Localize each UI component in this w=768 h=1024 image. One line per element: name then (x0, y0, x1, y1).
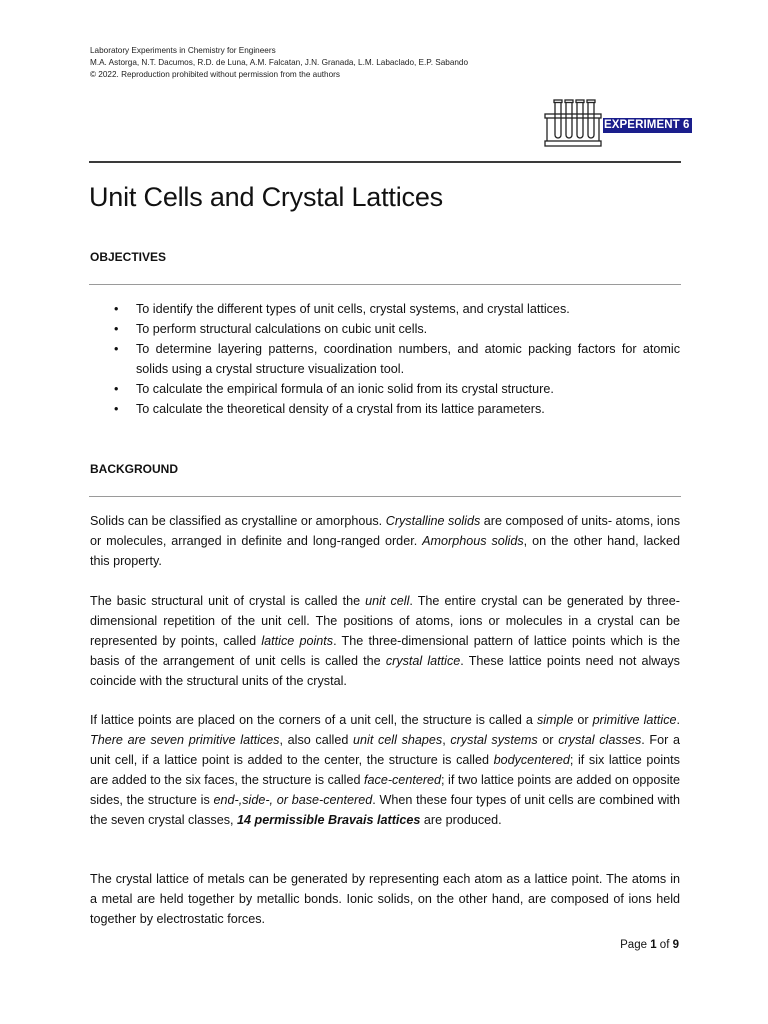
text-run-italic: There are seven primitive lattices (90, 733, 280, 747)
header-book-title: Laboratory Experiments in Chemistry for Engineers (90, 46, 276, 55)
text-run-italic: Amorphous solids (422, 534, 524, 548)
background-paragraph-1 (90, 511, 680, 571)
list-item: • To calculate the empirical formula of an ionic solid from its crystal structure. (90, 379, 680, 399)
test-tube-rack-icon (544, 97, 602, 151)
text-run-bold-italic: 14 permissible Bravais lattices (237, 813, 421, 827)
list-item: • To identify the different types of unit cells, crystal systems, and crystal lattices. (90, 299, 680, 319)
text-run: . (676, 713, 680, 727)
header-divider (89, 161, 681, 163)
document-header (90, 45, 468, 81)
text-run-italic: Crystalline solids (385, 514, 481, 528)
of-label: of (656, 939, 673, 951)
text-run: . When these four types of unit cells are combined with the seven crystal classes, (90, 793, 680, 827)
text-run-italic: end-,side-, or base-centered (213, 793, 373, 807)
text-run: . The three-dimensional pattern of lattice points which is the basis of the arrangement of unit cells is called the (90, 634, 680, 668)
text-run: Solids can be classified as crystalline or amorphous. (90, 514, 386, 528)
text-run: . The entire crystal can be generated by three-dimensional repetition of the unit cell. The positions of atoms, ions or molecules in a crystal can be represented by points, called (90, 594, 680, 648)
list-item: • To calculate the theoretical density of a crystal from its lattice parameters. (90, 399, 680, 419)
current-page: 1 (650, 939, 657, 951)
text-run: ; if six lattice points are added to the six faces, the structure is called (90, 753, 680, 787)
text-run-italic: unit cell (365, 594, 410, 608)
experiment-badge: EXPERIMENT 6 (604, 119, 690, 131)
background-paragraph-2 (90, 591, 680, 691)
text-run-italic: simple (536, 713, 574, 727)
text-run: If lattice points are placed on the corners of a unit cell, the structure is called a (90, 713, 537, 727)
list-item: • To determine layering patterns, coordination numbers, and atomic packing factors for atomic solids using a crystal structure visualization tool. (90, 339, 680, 379)
list-item: • To perform structural calculations on cubic unit cells. (90, 319, 680, 339)
page-label: Page (620, 939, 651, 951)
background-paragraph-3 (90, 710, 680, 830)
text-run-italic: face-centered (364, 773, 442, 787)
objectives-divider (89, 284, 681, 285)
header-copyright: © 2022. Reproduction prohibited without permission from the authors (90, 70, 340, 79)
text-run: or (573, 713, 593, 727)
text-run: or (537, 733, 559, 747)
text-run: , (442, 733, 451, 747)
text-run-italic: unit cell shapes (353, 733, 443, 747)
text-run-italic: lattice points (261, 634, 334, 648)
text-run-italic: bodycentered (493, 753, 570, 767)
text-run: are composed of units- atoms, ions or molecules, arranged in definite and long-ranged order. (90, 514, 680, 548)
text-run-italic: primitive lattice (592, 713, 677, 727)
text-run-italic: crystal lattice (385, 654, 461, 668)
text-run-italic: crystal systems (450, 733, 538, 747)
objectives-list (90, 299, 680, 419)
background-divider (89, 496, 681, 497)
header-authors: M.A. Astorga, N.T. Dacumos, R.D. de Luna, A.M. Falcatan, J.N. Granada, L.M. Labaclado, E.P. Sabando (90, 58, 469, 67)
text-run: , also called (279, 733, 354, 747)
background-paragraph-4: The crystal lattice of metals can be generated by representing each atom as a lattice point. The atoms in a metal are held together by metallic bonds. Ionic solids, on the other hand, are composed of ions held together by electrostatic forces. (90, 872, 680, 926)
text-run: are produced. (420, 813, 502, 827)
text-run: ; if two lattice points are added on opposite sides, the structure is (90, 773, 681, 807)
page-number (620, 939, 679, 951)
text-run: . These lattice points need not always coincide with the structural units of the crystal. (90, 654, 680, 688)
text-run: . For a unit cell, if a lattice point is added to the center, the structure is called (90, 733, 680, 767)
objectives-heading: OBJECTIVES (90, 250, 167, 264)
page-title: Unit Cells and Crystal Lattices (89, 182, 443, 212)
text-run: The basic structural unit of crystal is called the (90, 594, 366, 608)
text-run-italic: crystal classes (558, 733, 642, 747)
text-run: , on the other hand, lacked this property. (90, 534, 680, 568)
total-pages: 9 (672, 939, 679, 951)
background-heading: BACKGROUND (90, 462, 178, 476)
